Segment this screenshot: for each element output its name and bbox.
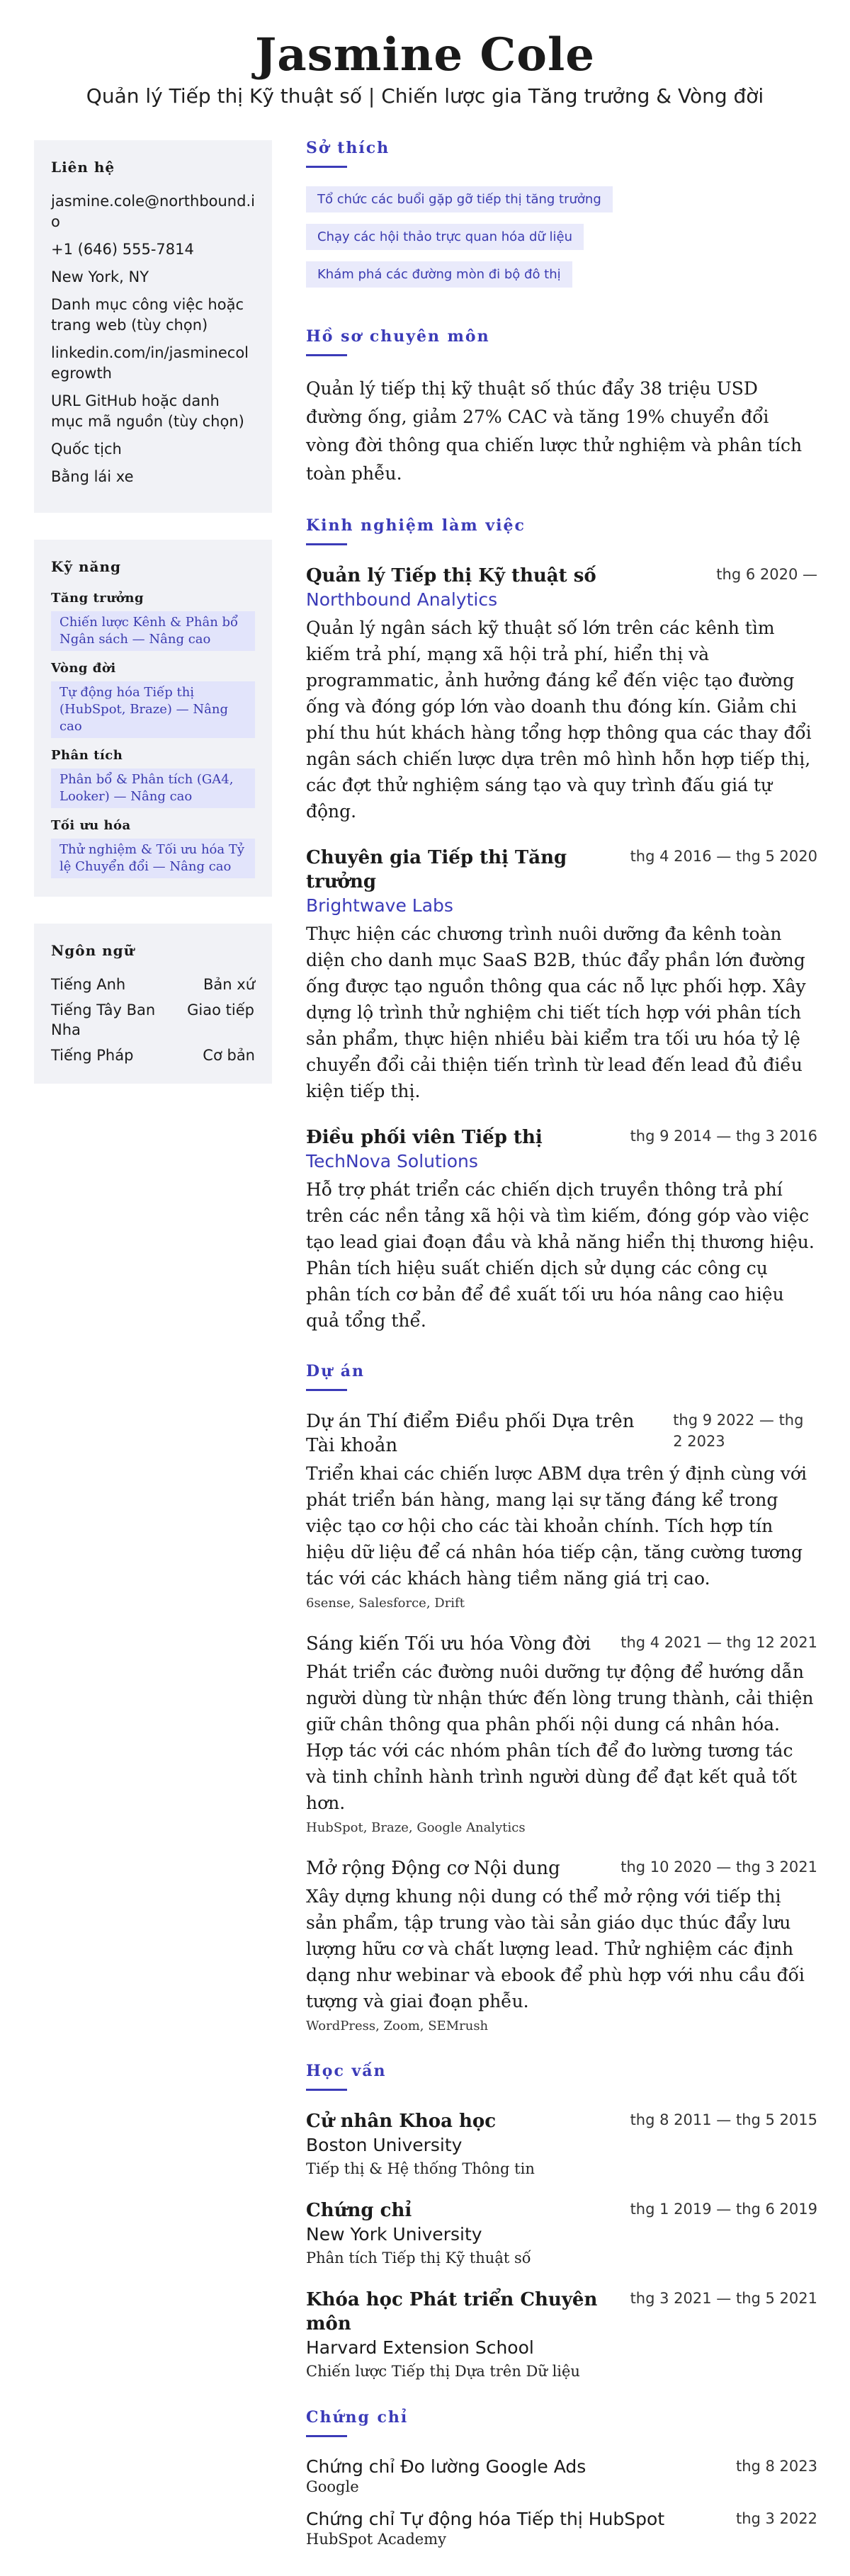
- skill-tag: Tự động hóa Tiếp thị (HubSpot, Braze) — Nâng cao: [51, 681, 255, 738]
- resume-header: [0, 0, 850, 108]
- experience-entry: [306, 564, 817, 824]
- profile-summary: Quản lý tiếp thị kỹ thuật số thúc đẩy 38 triệu USD đường ống, giảm 27% CAC và tăng 19% chuyển đổi vòng đời thông qua chiến lược thử nghiệm và phân tích toàn phễu.: [306, 378, 803, 484]
- education-school: Boston University: [306, 2135, 463, 2155]
- skills-box: [34, 540, 272, 897]
- interests-title: Sở thích: [306, 139, 390, 157]
- project-tech: WordPress, Zoom, SEMrush: [306, 2019, 489, 2033]
- certificates-section: [306, 2408, 817, 2548]
- education-degree: Chứng chỉ: [306, 2200, 412, 2221]
- skill-group-title: Tối ưu hóa: [51, 818, 131, 833]
- job-role: Quản lý Tiếp thị Kỹ thuật số: [306, 565, 596, 586]
- skills-title: Kỹ năng: [51, 558, 121, 575]
- project-entry: [306, 1409, 817, 1611]
- project-date: thg 4 2021 — thg 12 2021: [620, 1634, 817, 1651]
- contact-github: URL GitHub hoặc danh mục mã nguồn (tùy chọn): [51, 392, 244, 430]
- job-description: Hỗ trợ phát triển các chiến dịch truyền thông trả phí trên các nền tảng xã hội và tìm kiếm, đóng góp vào việc tạo lead giai đoạn đầu và khả năng hiển thị thương hiệu. Phân tích hiệu suất chiến dịch sử dụng các công cụ phân tích cơ bản để đề xuất tối ưu hóa nâng cao hiệu quả tổng thể.: [306, 1179, 815, 1331]
- section-divider: [306, 166, 347, 168]
- profile-title: Hồ sơ chuyên môn: [306, 327, 490, 346]
- interests-section: [306, 139, 817, 299]
- main-content: [306, 139, 817, 2576]
- projects-title: Dự án: [306, 1362, 365, 1380]
- education-entry: [306, 2109, 817, 2177]
- skill-group-title: Phân tích: [51, 748, 123, 763]
- language-level: Bản xứ: [203, 976, 255, 993]
- project-entry: [306, 1856, 817, 2033]
- skill-tag: Chiến lược Kênh & Phân bổ Ngân sách — Nâng cao: [51, 611, 255, 651]
- education-degree: Cử nhân Khoa học: [306, 2111, 497, 2132]
- certificate-entry: [306, 2508, 817, 2548]
- candidate-name: Jasmine Cole: [255, 28, 595, 81]
- certificates-title: Chứng chỉ: [306, 2408, 409, 2427]
- project-tech: HubSpot, Braze, Google Analytics: [306, 1820, 526, 1835]
- skill-group: [51, 591, 255, 651]
- job-date: thg 4 2016 — thg 5 2020: [630, 848, 817, 865]
- job-role: Chuyên gia Tiếp thị Tăng trưởng: [306, 847, 567, 892]
- section-divider: [306, 354, 347, 356]
- contact-location: New York, NY: [51, 268, 149, 285]
- language-level: Cơ bản: [203, 1047, 255, 1064]
- contact-linkedin[interactable]: linkedin.com/in/jasminecolegrowth: [51, 344, 249, 382]
- certificate-date: thg 8 2023: [735, 2458, 817, 2475]
- certificate-name: Chứng chỉ Đo lường Google Ads: [306, 2456, 586, 2477]
- job-date: thg 6 2020 —: [716, 566, 817, 583]
- project-name: Sáng kiến Tối ưu hóa Vòng đời: [306, 1633, 591, 1655]
- languages-box: [34, 924, 272, 1084]
- project-name: Dự án Thí điểm Điều phối Dựa trên Tài khoản: [306, 1411, 635, 1456]
- interest-tag: Tổ chức các buổi gặp gỡ tiếp thị tăng trưởng: [306, 186, 613, 212]
- language-row: [51, 975, 255, 994]
- education-degree: Khóa học Phát triển Chuyên môn: [306, 2289, 598, 2334]
- contact-title: Liên hệ: [51, 159, 115, 176]
- section-divider: [306, 543, 347, 545]
- language-row: [51, 1000, 255, 1040]
- skill-group-title: Vòng đời: [51, 661, 116, 676]
- education-entry: [306, 2198, 817, 2266]
- section-divider: [306, 2089, 347, 2091]
- certificate-issuer: Google: [306, 2478, 359, 2495]
- skill-group: [51, 818, 255, 878]
- contact-phone[interactable]: +1 (646) 555-7814: [51, 241, 194, 258]
- project-description: Triển khai các chiến lược ABM dựa trên ý định cùng với phát triển bán hàng, mang lại sự tăng đáng kể trong việc tạo cơ hội cho các tài khoản chính. Tích hợp tín hiệu dữ liệu để cá nhân hóa tiếp cận, tăng cường tương tác với các khách hàng tiềm năng giá trị cao.: [306, 1463, 807, 1589]
- job-role: Điều phối viên Tiếp thị: [306, 1127, 543, 1148]
- skill-group: [51, 661, 255, 738]
- languages-title: Ngôn ngữ: [51, 942, 135, 959]
- education-section: [306, 2062, 817, 2380]
- education-field: Chiến lược Tiếp thị Dựa trên Dữ liệu: [306, 2363, 580, 2380]
- experience-entry: [306, 1125, 817, 1334]
- profile-section: [306, 327, 817, 488]
- education-title: Học vấn: [306, 2062, 387, 2080]
- job-description: Thực hiện các chương trình nuôi dưỡng đa kênh toàn diện cho danh mục SaaS B2B, thúc đẩy phần lớn đường ống được tạo nguồn thông qua các nỗ lực phối hợp. Xây dựng lộ trình thử nghiệm chi tiết tích hợp với phân tích sản phẩm, thực hiện nhiều bài kiểm tra tối ưu hóa tỷ lệ chuyển đổi cải thiện tiến trình từ lead đến lead đủ điều kiện tiếp thị.: [306, 924, 806, 1101]
- education-entry: [306, 2288, 817, 2380]
- job-date: thg 9 2014 — thg 3 2016: [630, 1128, 817, 1145]
- job-description: Quản lý ngân sách kỹ thuật số lớn trên các kênh tìm kiếm trả phí, mạng xã hội trả phí, hiển thị và programmatic, ảnh hưởng đáng kể đến việc tạo đường ống và đóng góp lớn vào doanh thu đóng kín. Giảm chi phí thu hút khách hàng tổng hợp thông qua các thay đổi ngân sách chiến lược dựa trên mô hình hỗn hợp tiếp thị, các đợt thử nghiệm sáng tạo và quy trình đấu giá tự động.: [306, 618, 812, 822]
- education-field: Tiếp thị & Hệ thống Thông tin: [306, 2160, 535, 2177]
- project-name: Mở rộng Động cơ Nội dung: [306, 1858, 560, 1879]
- projects-section: [306, 1362, 817, 2033]
- project-date: thg 10 2020 — thg 3 2021: [620, 1859, 817, 1876]
- project-date: thg 9 2022 — thg 2 2023: [673, 1412, 804, 1450]
- interest-tag: Khám phá các đường mòn đi bộ đô thị: [306, 261, 572, 288]
- language-name: Tiếng Tây Ban Nha: [51, 1002, 156, 1038]
- section-divider: [306, 1389, 347, 1391]
- language-level: Giao tiếp: [187, 1002, 254, 1019]
- language-row: [51, 1045, 255, 1065]
- contact-box: [34, 140, 272, 513]
- language-name: Tiếng Anh: [51, 976, 126, 993]
- education-date: thg 3 2021 — thg 5 2021: [630, 2290, 817, 2307]
- contact-email[interactable]: jasmine.cole@northbound.io: [51, 193, 255, 230]
- certificate-entry: [306, 2456, 817, 2495]
- project-description: Xây dựng khung nội dung có thể mở rộng với tiếp thị sản phẩm, tập trung vào tài sản giáo dục thúc đẩy lưu lượng hữu cơ và chất lượng lead. Thử nghiệm các định dạng như webinar và ebook để phù hợp với nhu cầu đối tượng và giai đoạn phễu.: [306, 1886, 805, 2012]
- interests-list: [306, 186, 817, 299]
- education-date: thg 8 2011 — thg 5 2015: [630, 2111, 817, 2128]
- language-name: Tiếng Pháp: [51, 1047, 134, 1064]
- certificate-date: thg 3 2022: [735, 2510, 817, 2527]
- contact-nationality: Quốc tịch: [51, 441, 122, 458]
- skill-group: [51, 748, 255, 808]
- certificate-issuer: HubSpot Academy: [306, 2531, 446, 2548]
- candidate-tagline: Quản lý Tiếp thị Kỹ thuật số | Chiến lược gia Tăng trưởng & Vòng đời: [86, 84, 764, 108]
- job-company: Brightwave Labs: [306, 895, 453, 916]
- job-company: TechNova Solutions: [306, 1151, 478, 1171]
- contact-license: Bằng lái xe: [51, 468, 134, 485]
- experience-entry: [306, 846, 817, 1104]
- project-description: Phát triển các đường nuôi dưỡng tự động để hướng dẫn người dùng từ nhận thức đến lòng trung thành, cải thiện giữ chân thông qua phân phối nội dung cá nhân hóa. Hợp tác với các nhóm phân tích để đo lường tương tác và tinh chỉnh hành trình người dùng để đạt kết quả tốt hơn.: [306, 1662, 814, 1813]
- skill-tag: Phân bổ & Phân tích (GA4, Looker) — Nâng cao: [51, 768, 255, 808]
- experience-section: [306, 516, 817, 1334]
- education-school: New York University: [306, 2224, 482, 2245]
- skill-tag: Thử nghiệm & Tối ưu hóa Tỷ lệ Chuyển đổi — Nâng cao: [51, 839, 255, 878]
- education-school: Harvard Extension School: [306, 2337, 534, 2358]
- contact-portfolio: Danh mục công việc hoặc trang web (tùy chọn): [51, 296, 244, 334]
- education-field: Phân tích Tiếp thị Kỹ thuật số: [306, 2249, 531, 2266]
- skill-group-title: Tăng trưởng: [51, 591, 144, 606]
- job-company: Northbound Analytics: [306, 589, 498, 610]
- interest-tag: Chạy các hội thảo trực quan hóa dữ liệu: [306, 224, 584, 250]
- sidebar: [34, 140, 272, 1111]
- certificate-name: Chứng chỉ Tự động hóa Tiếp thị HubSpot: [306, 2509, 665, 2529]
- education-date: thg 1 2019 — thg 6 2019: [630, 2201, 817, 2218]
- section-divider: [306, 2435, 347, 2437]
- project-entry: [306, 1632, 817, 1835]
- project-tech: 6sense, Salesforce, Drift: [306, 1596, 465, 1611]
- experience-title: Kinh nghiệm làm việc: [306, 516, 526, 535]
